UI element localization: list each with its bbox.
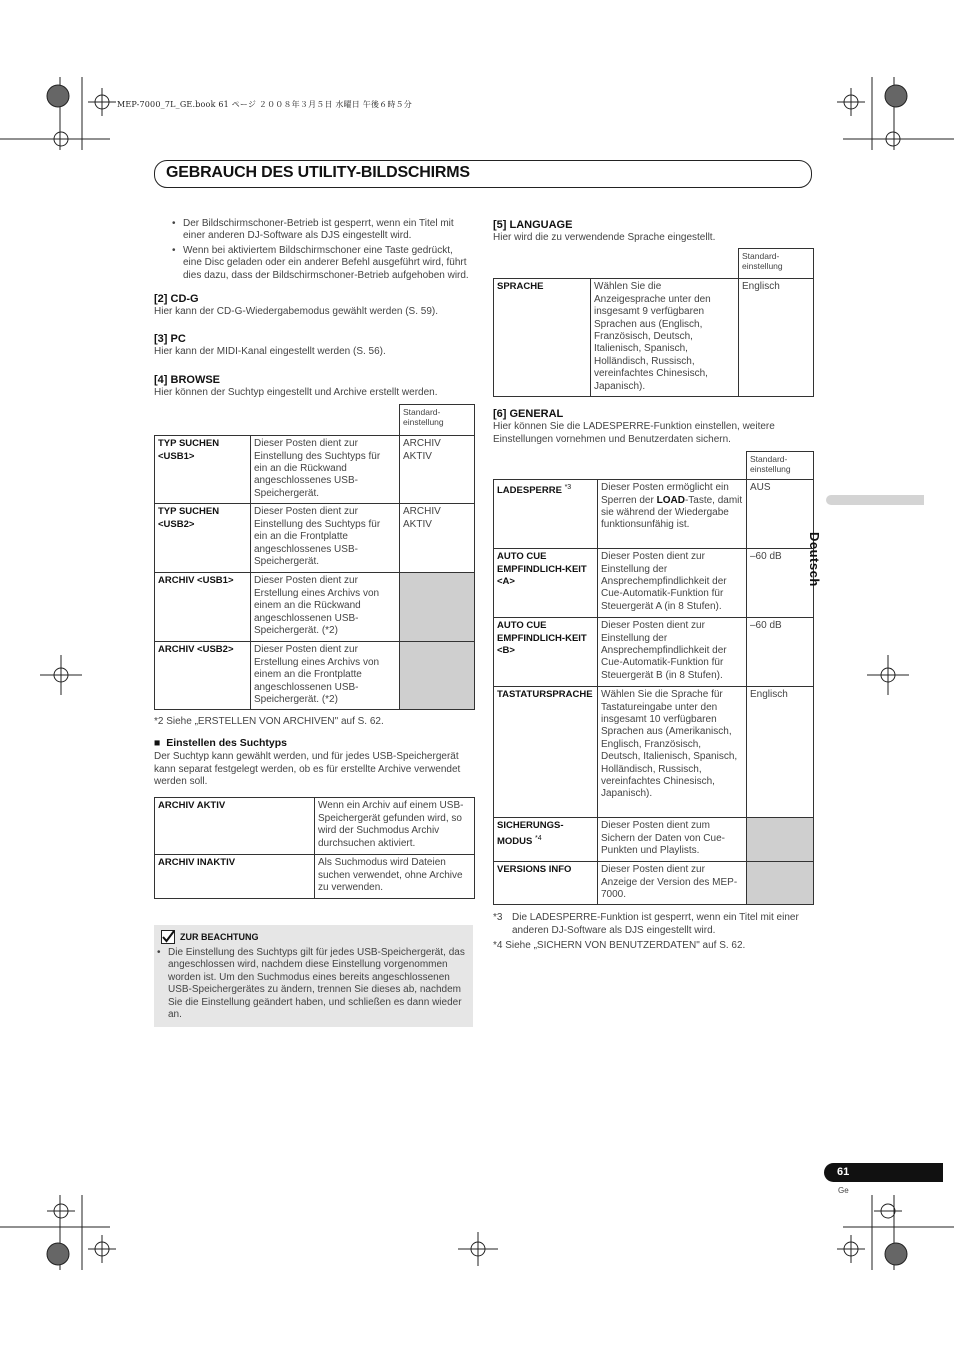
setting-desc: Dieser Posten dient zum Sichern der Daten von Cue-Punkten und Playlists. <box>598 818 747 862</box>
setting-default-empty <box>747 818 814 862</box>
footnote-mark: *4 <box>535 834 542 842</box>
language-text: Hier wird die zu verwendende Sprache eingestellt. <box>493 232 716 243</box>
cdg-heading: [2] CD-G <box>154 293 199 306</box>
setting-default: Englisch <box>747 687 814 818</box>
archive-desc: Wenn ein Archiv auf einem USB-Speichergerät gefunden wird, so wird der Suchmodus Archiv durchsuchen aktiviert. <box>315 798 475 855</box>
setting-desc: Dieser Posten dient zur Einstellung der Ansprechempfindlichkeit der Cue-Automatik-Funktion für Steuergerät A (in 8 Stufen). <box>598 549 747 618</box>
setting-key-cell <box>494 818 598 862</box>
setting-default-empty <box>400 573 475 642</box>
setting-key: TYP SUCHEN <USB1> <box>155 436 251 504</box>
page-language-code: Ge <box>838 1186 849 1195</box>
setting-desc-cell: Dieser Posten ermöglicht ein Sperren der LOAD-Taste, damit sie während der Wiedergabe funktionsunfähig ist. <box>598 480 747 549</box>
setting-key: AUTO CUE EMPFINDLICH-KEIT <A> <box>494 549 598 618</box>
setting-desc: Wählen Sie die Sprache für Tastatureingabe unter den insgesamt 10 verfügbaren Sprachen aus (Amerikanisch, Englisch, Französisch, Deutsch, Italienisch, Spanisch, Holländisch, Russisch, vereinfachtes Chinesisch, Japanisch). <box>598 687 747 818</box>
page-title: GEBRAUCH DES UTILITY-BILDSCHIRMS <box>166 164 470 181</box>
default-header: Standard-einstellung <box>400 405 475 436</box>
setting-desc: Dieser Posten dient zur Einstellung des Suchtyps für ein an die Frontplatte angeschlossenes USB-Speichergerät. <box>251 504 400 573</box>
setting-key: AUTO CUE EMPFINDLICH-KEIT <B> <box>494 618 598 687</box>
checkmark-note-icon <box>161 930 175 944</box>
language-heading: [5] LANGUAGE <box>493 219 573 231</box>
square-bullet-icon: ■ <box>154 736 167 749</box>
archive-table <box>154 797 475 898</box>
setting-key: ARCHIV <USB2> <box>155 642 251 710</box>
page-number: 61 <box>837 1166 850 1178</box>
setting-key: LADESPERRE <box>497 485 562 497</box>
setting-desc: Wählen Sie die Anzeigesprache unter den insgesamt 9 verfügbaren Sprachen aus (Englisch, Französisch, Deutsch, Italienisch, Spanisch, Holländisch, Russisch, vereinfachtes Chinesisch, Japanisch). <box>591 279 739 397</box>
setting-default-empty <box>747 862 814 905</box>
setting-default-empty <box>400 642 475 710</box>
footnote-4: *4 Siehe „SICHERN VON BENUTZERDATEN" auf S. 62. <box>493 940 746 952</box>
setting-desc: Dieser Posten dient zur Erstellung eines Archivs von einem an die Frontplatte angeschlossenen USB-Speichergerät. (*2) <box>251 642 400 710</box>
search-heading: Einstellen des Suchtyps <box>166 736 287 749</box>
setting-key: SPRACHE <box>494 279 591 397</box>
bullet-item: • Wenn bei aktiviertem Bildschirmschoner eine Taste gedrückt, eine Disc geladen oder ein anderer Befehl ausgeführt wird, führt dies dazu, dass der Bildschirmschoner-Betrieb aufgehoben wird. <box>172 245 473 282</box>
archive-key: ARCHIV AKTIV <box>155 798 315 855</box>
setting-default: –60 dB <box>747 549 814 618</box>
setting-key: VERSIONS INFO <box>494 862 598 905</box>
right-column <box>493 218 813 953</box>
setting-key: TASTATURSPRACHE <box>494 687 598 818</box>
search-text: Der Suchtyp kann gewählt werden, und für jedes USB-Speichergerät kann separat festgelegt werden, ob es für erstellte Archive verwendet werden soll. <box>154 751 461 787</box>
pc-heading: [3] PC <box>154 333 186 346</box>
general-table <box>493 451 814 905</box>
setting-desc: Dieser Posten dient zur Einstellung des Suchtyps für ein an die Rückwand angeschlossenes USB-Speichergerät. <box>251 436 400 504</box>
footnote-3-text: Die LADESPERRE-Funktion ist gesperrt, wenn ein Titel mit einer anderen DJ-Software als DJS eingestellt wird. <box>512 912 799 936</box>
archive-desc: Als Suchmodus wird Dateien suchen verwendet, ohne Archive zu verwenden. <box>315 855 475 898</box>
note-text: • Die Einstellung des Suchtyps gilt für jedes USB-Speichergerät, das angeschlossen wird, nachdem diese Einstellung vorgenommen worden ist. Um den Suchmodus eines bereits angeschlossenen USB-Speichergerätes zu ändern, trennen Sie dieses ab, nachdem Sie die Einstellung geändert haben, und schließen es dann wieder an. <box>157 947 469 1021</box>
setting-desc: Dieser Posten dient zur Anzeige der Version des MEP-7000. <box>598 862 747 905</box>
setting-default: –60 dB <box>747 618 814 687</box>
language-table <box>493 248 814 397</box>
setting-key: TYP SUCHEN <USB2> <box>155 504 251 573</box>
load-key-label: LOAD <box>656 494 685 506</box>
side-tab-bar <box>826 495 924 505</box>
browse-heading: [4] BROWSE <box>154 373 220 386</box>
note-body <box>157 947 469 1023</box>
search-heading-row <box>154 737 473 749</box>
default-header: Standard-einstellung <box>739 249 814 279</box>
footnote-mark: *3 <box>564 484 572 492</box>
cdg-text: Hier kann der CD-G-Wiedergabemodus gewählt werden (S. 59). <box>154 306 439 318</box>
general-heading: [6] GENERAL <box>493 408 564 421</box>
setting-desc: Dieser Posten dient zur Erstellung eines Archivs von einem an die Rückwand angeschlossenen USB-Speichergerät. (*2) <box>251 573 400 642</box>
setting-key: ARCHIV <USB1> <box>155 573 251 642</box>
note-box <box>154 925 473 1027</box>
browse-text: Hier können der Suchtyp eingestellt und Archive erstellt werden. <box>154 386 438 398</box>
default-header: Standard-einstellung <box>747 452 814 480</box>
setting-default: AUS <box>747 480 814 549</box>
intro-bullets <box>154 218 473 282</box>
setting-default: Englisch <box>739 279 814 397</box>
note-title: ZUR BEACHTUNG <box>180 932 259 942</box>
side-language-label: Deutsch <box>807 532 822 587</box>
footnote-2: *2 Siehe „ERSTELLEN VON ARCHIVEN" auf S. 62. <box>154 716 384 728</box>
setting-desc: Dieser Posten dient zur Einstellung der Ansprechempfindlichkeit der Cue-Automatik-Funktion für Steuergerät B (in 8 Stufen). <box>598 618 747 687</box>
footnote-3 <box>493 912 813 937</box>
setting-default: ARCHIV AKTIV <box>400 436 475 504</box>
setting-key: SICHERUNGS-MODUS <box>497 820 564 847</box>
browse-table <box>154 404 475 710</box>
setting-key-cell <box>494 480 598 549</box>
bullet-item: • Der Bildschirmschoner-Betrieb ist gesperrt, wenn ein Titel mit einer anderen DJ-Software als DJS eingestellt wird. <box>172 218 473 243</box>
general-text: Hier können Sie die LADESPERRE-Funktion einstellen, weitere Einstellungen vornehmen und Benutzerdaten sichern. <box>493 421 775 445</box>
left-column <box>154 218 473 899</box>
setting-default: ARCHIV AKTIV <box>400 504 475 573</box>
file-meta-line: MEP-7000_7L_GE.book 61 ページ ２００８年３月５日 水曜日 午後６時５分 <box>117 100 412 109</box>
pc-text: Hier kann der MIDI-Kanal eingestellt werden (S. 56). <box>154 346 386 358</box>
archive-key: ARCHIV INAKTIV <box>155 855 315 898</box>
footnote-3-mark: *3 <box>493 912 503 924</box>
